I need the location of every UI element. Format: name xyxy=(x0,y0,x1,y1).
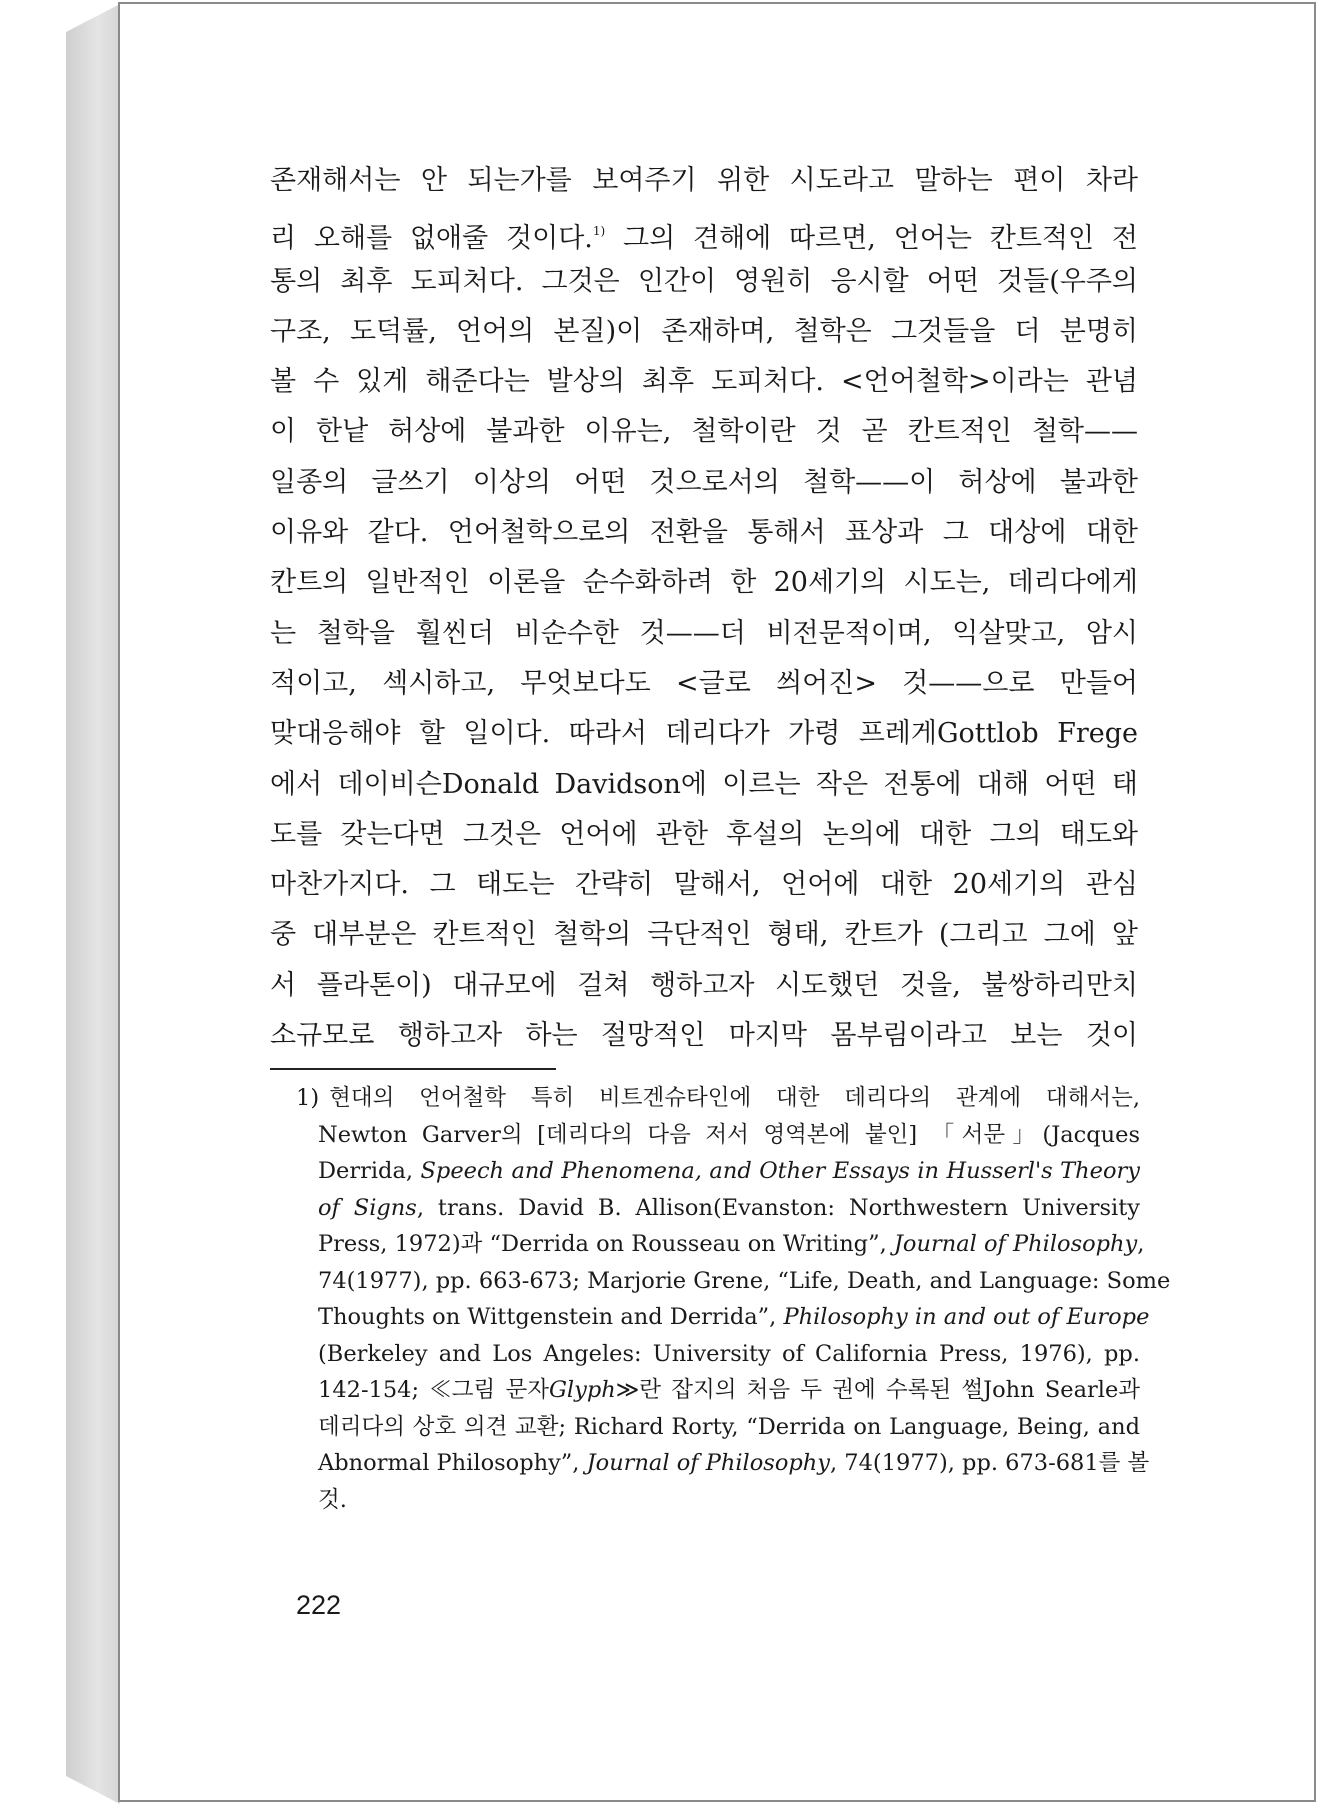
footnote-line xyxy=(296,1299,1150,1336)
body-line: 이 한낱 허상에 불과한 이유는, 철학이란 것 곧 칸트적인 철학—— xyxy=(270,416,1138,448)
footnote-line xyxy=(296,1190,1140,1227)
footnote-line: 74(1977), pp. 663-673; Marjorie Grene, “Life, Death, and Language: Some xyxy=(318,1267,1171,1294)
footnote-journal-italic: Journal of Philosophy xyxy=(893,1231,1138,1257)
body-line-text: 그의 견해에 따르면, 언어는 칸트적인 전 xyxy=(623,223,1138,255)
body-line: 이유와 같다. 언어철학으로의 전환을 통해서 표상과 그 대상에 대한 xyxy=(270,517,1138,549)
footnote-line xyxy=(296,1153,1140,1190)
body-line: 통의 최후 도피처다. 그것은 인간이 영원히 응시할 어떤 것들(우주의 xyxy=(270,265,1138,297)
footnote-line xyxy=(296,1080,1140,1117)
body-line: 일종의 글쓰기 이상의 어떤 것으로서의 철학——이 허상에 불과한 xyxy=(270,466,1138,498)
body-line: 적이고, 섹시하고, 무엇보다도 <글로 씌어진> 것——으로 만들어 xyxy=(270,667,1138,699)
footnote-glyph-italic: Glyph xyxy=(548,1377,616,1403)
footnote-journal-italic: Journal of Philosophy xyxy=(586,1450,830,1476)
footnote-block xyxy=(296,1080,1171,1518)
body-line: 에서 데이비슨Donald Davidson에 이르는 작은 전통에 대해 어떤 태 xyxy=(270,768,1138,800)
footnote-line: 것. xyxy=(318,1486,347,1513)
footnote-line xyxy=(296,1445,1150,1482)
body-line: 중 대부분은 칸트적인 철학의 극단적인 형태, 칸트가 (그리고 그에 앞 xyxy=(270,919,1138,951)
footnote-divider xyxy=(270,1068,556,1070)
footnote-title-italic: Philosophy in and out of Europe xyxy=(783,1304,1150,1330)
body-line: 소규모로 행하고자 하는 절망적인 마지막 몸부림이라고 보는 것이 xyxy=(270,1020,1138,1052)
footnote-text: Derrida, xyxy=(318,1158,421,1184)
footnote-text: 현대의 언어철학 특히 비트겐슈타인에 대한 데리다의 관계에 대해서는, xyxy=(329,1085,1140,1111)
body-line: 볼 수 있게 해준다는 발상의 최후 도피처다. <언어철학>이라는 관념 xyxy=(270,366,1138,398)
footnote-text: ≫란 잡지의 처음 두 권에 수록된 썰John Searle과 xyxy=(615,1377,1140,1403)
body-line: 구조, 도덕률, 언어의 본질)이 존재하며, 철학은 그것들을 더 분명히 xyxy=(270,315,1138,347)
page-number: 222 xyxy=(296,1590,342,1620)
body-line-text: 리 오해를 없애줄 것이다. xyxy=(270,223,593,255)
body-line: 존재해서는 안 되는가를 보여주기 위한 시도라고 말하는 편이 차라 xyxy=(270,165,1138,196)
footnote-text: Abnormal Philosophy”, xyxy=(318,1450,587,1476)
footnote-text: , xyxy=(1137,1231,1145,1257)
main-body-text xyxy=(270,156,1138,1112)
footnote-title-italic: Speech and Phenomena, and Other Essays in Husserl's Theory xyxy=(420,1158,1140,1184)
body-line xyxy=(270,206,1138,256)
footnote-number: 1) xyxy=(296,1085,320,1111)
body-line: 맞대응해야 할 일이다. 따라서 데리다가 가령 프레게Gottlob Frege xyxy=(270,718,1138,750)
footnote-line: 데리다의 상호 의견 교환; Richard Rorty, “Derrida on Language, Being, and xyxy=(318,1413,1140,1440)
body-line: 는 철학을 훨씬더 비순수한 것——더 비전문적이며, 익살맞고, 암시 xyxy=(270,617,1138,649)
footnote-line xyxy=(296,1226,1145,1263)
body-line: 칸트의 일반적인 이론을 순수화하려 한 20세기의 시도는, 데리다에게 xyxy=(270,567,1138,599)
footnote-text: 142-154; ≪그림 문자 xyxy=(318,1377,549,1403)
footnote-line xyxy=(296,1372,1140,1409)
body-line: 도를 갖는다면 그것은 언어에 관한 후설의 논의에 대한 그의 태도와 xyxy=(270,818,1138,850)
footnote-text: Press, 1972)과 “Derrida on Rousseau on Writing”, xyxy=(318,1231,894,1257)
footnote-title-italic: of Signs xyxy=(318,1194,417,1221)
footnote-text: , trans. David B. Allison(Evanston: Northwestern University xyxy=(416,1194,1141,1221)
footnote-line: Newton Garver의 [데리다의 다음 저서 영역본에 붙인] 「서문」(Jacques xyxy=(318,1121,1140,1148)
footnote-reference: 1) xyxy=(592,224,606,239)
body-line: 마찬가지다. 그 태도는 간략히 말해서, 언어에 대한 20세기의 관심 xyxy=(270,869,1138,901)
body-line: 서 플라톤이) 대규모에 걸쳐 행하고자 시도했던 것을, 불쌍하리만치 xyxy=(270,969,1138,1001)
footnote-text: , 74(1977), pp. 673-681를 볼 xyxy=(829,1450,1150,1476)
footnote-text: Thoughts on Wittgenstein and Derrida”, xyxy=(318,1304,784,1330)
footnote-line: (Berkeley and Los Angeles: University of California Press, 1976), pp. xyxy=(318,1340,1140,1367)
book-page-edge xyxy=(66,4,120,1804)
